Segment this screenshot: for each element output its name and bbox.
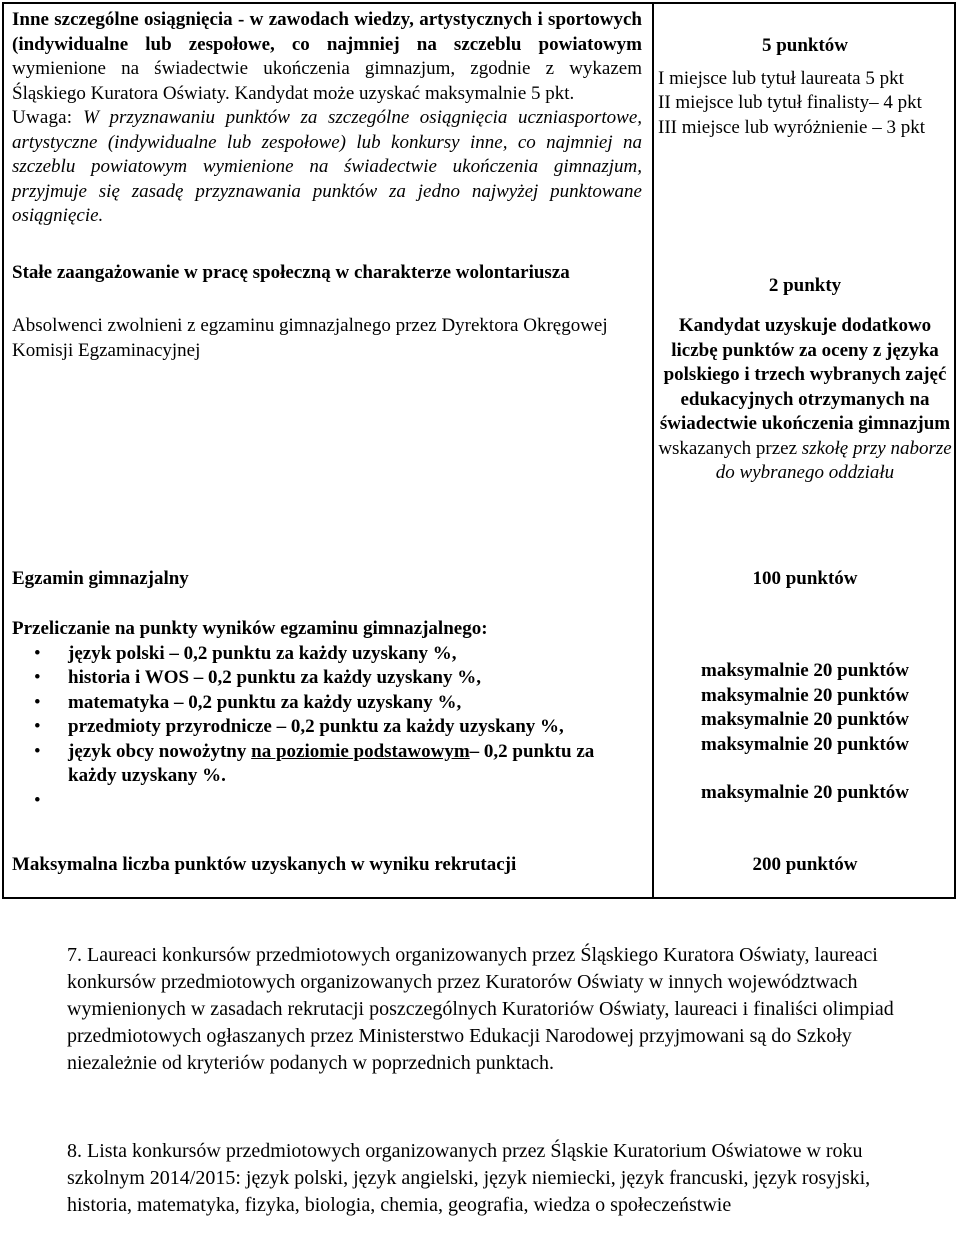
list-item: • przedmioty przyrodnicze – 0,2 punktu za każdy uzyskany %, xyxy=(12,715,642,740)
volunteering-points: 2 punkty xyxy=(768,275,842,296)
achievements-title: Inne szczególne osiągnięcia - w zawodach wiedzy, artystycznych i sportowych (indywidualne lub zespołowe, co najmniej na szczeblu powiatowym xyxy=(12,9,642,55)
award-item: II miejsce lub tytuł finalisty– 4 pkt xyxy=(658,92,922,113)
max-points: maksymalnie 20 punktów xyxy=(701,782,909,803)
conversion-points-cell xyxy=(658,659,952,806)
achievements-points: 5 punktów xyxy=(761,35,849,56)
award-item: III miejsce lub wyróżnienie – 3 pkt xyxy=(658,116,925,138)
note-text: W przyznawaniu punktów za szczególne osiągnięcia uczniasportowe, artystyczne (indywidualne lub zespołowe) lub konkursy inne, co najmniej na szczeblu powiatowym wymienione na świadectwie ukończenia gimnazjum, przyjmuje się zasadę przyznawania punktów za jedno najwyżej punktowane osiągnięcie. xyxy=(12,107,642,226)
award-item: I miejsce lub tytuł laureata 5 pkt xyxy=(658,67,904,89)
conversion-list xyxy=(12,642,642,814)
achievements-text: wymienione na świadectwie ukończenia gimnazjum, zgodnie z wykazem Śląskiego Kuratora Oświaty. Kandydat może uzyskać maksymalnie 5 pkt. xyxy=(12,58,642,104)
note-label: Uwaga: xyxy=(12,107,84,128)
max-total-criterion: Maksymalna liczba punktów uzyskanych w wyniku rekrutacji xyxy=(12,854,517,875)
exempt-points-cell xyxy=(658,314,952,486)
conversion-heading: Przeliczanie na punkty wyników egzaminu gimnazjalnego: xyxy=(12,618,488,639)
paragraph-7: 7. Laureaci konkursów przedmiotowych organizowanych przez Śląskiego Kuratora Oświaty, laureaci konkursów przedmiotowych organizowanych przez Kuratorów Oświaty w innych województwach wymienionych w zasadach rekrutacji poszczególnych Kuratoriów Oświaty, laureaci i finaliści olimpiad przedmiotowych ogłaszanych przez Ministerstwo Edukacji Narodowej przyjmowani są do Szkoły niezależnie od kryteriów podanych w poprzednich punktach. xyxy=(67,944,894,1074)
list-item xyxy=(12,740,642,789)
list-item: • język polski – 0,2 punktu za każdy uzyskany %, xyxy=(12,642,642,667)
max-points: maksymalnie 20 punktów xyxy=(701,733,909,755)
exempt-criterion: Absolwenci zwolnieni z egzaminu gimnazjalnego przez Dyrektora Okręgowej Komisji Egzaminacyjnej xyxy=(12,315,608,361)
list-item: • matematyka – 0,2 punktu za każdy uzyskany %, xyxy=(12,691,642,716)
achievements-points-cell xyxy=(658,34,952,140)
exam-conversion-cell xyxy=(12,617,642,813)
lang-underlined: na poziomie podstawowym xyxy=(251,740,470,762)
exempt-points-italic: szkołę przy naborze do wybranego oddziału xyxy=(715,437,952,483)
max-points: maksymalnie 20 punktów xyxy=(701,660,909,681)
row-achievements-description xyxy=(12,8,642,229)
criteria-table xyxy=(2,2,956,899)
lang-before: język obcy nowożytny xyxy=(68,740,252,762)
max-points: maksymalnie 20 punktów xyxy=(701,709,909,730)
paragraph-8: 8. Lista konkursów przedmiotowych organizowanych przez Śląskie Kuratorium Oświatowe w roku szkolnym 2014/2015: język polski, język angielski, język niemiecki, język francuski, język rosyjski, historia, matematyka, fizyka, biologia, chemia, geografia, wiedza o społeczeństwie xyxy=(67,1140,871,1216)
column-divider xyxy=(652,4,654,897)
exempt-points-normal: wskazanych przez xyxy=(658,437,802,459)
list-item: • historia i WOS – 0,2 punktu za każdy uzyskany %, xyxy=(12,666,642,691)
exempt-points-bold: Kandydat uzyskuje dodatkowo liczbę punktów za oceny z języka polskiego i trzech wybranych zajęć edukacyjnych otrzymanych na świadectwie ukończenia gimnazjum xyxy=(659,315,951,434)
max-total-points: 200 punktów xyxy=(752,854,858,875)
exam-points: 100 punktów xyxy=(752,568,858,589)
list-item-empty xyxy=(12,789,642,814)
max-points: maksymalnie 20 punktów xyxy=(701,684,909,706)
exam-criterion: Egzamin gimnazjalny xyxy=(12,568,189,589)
volunteering-criterion: Stałe zaangażowanie w pracę społeczną w charakterze wolontariusza xyxy=(12,262,570,283)
lang-after: – 0,2 punktu za każdy uzyskany %. xyxy=(68,740,595,786)
